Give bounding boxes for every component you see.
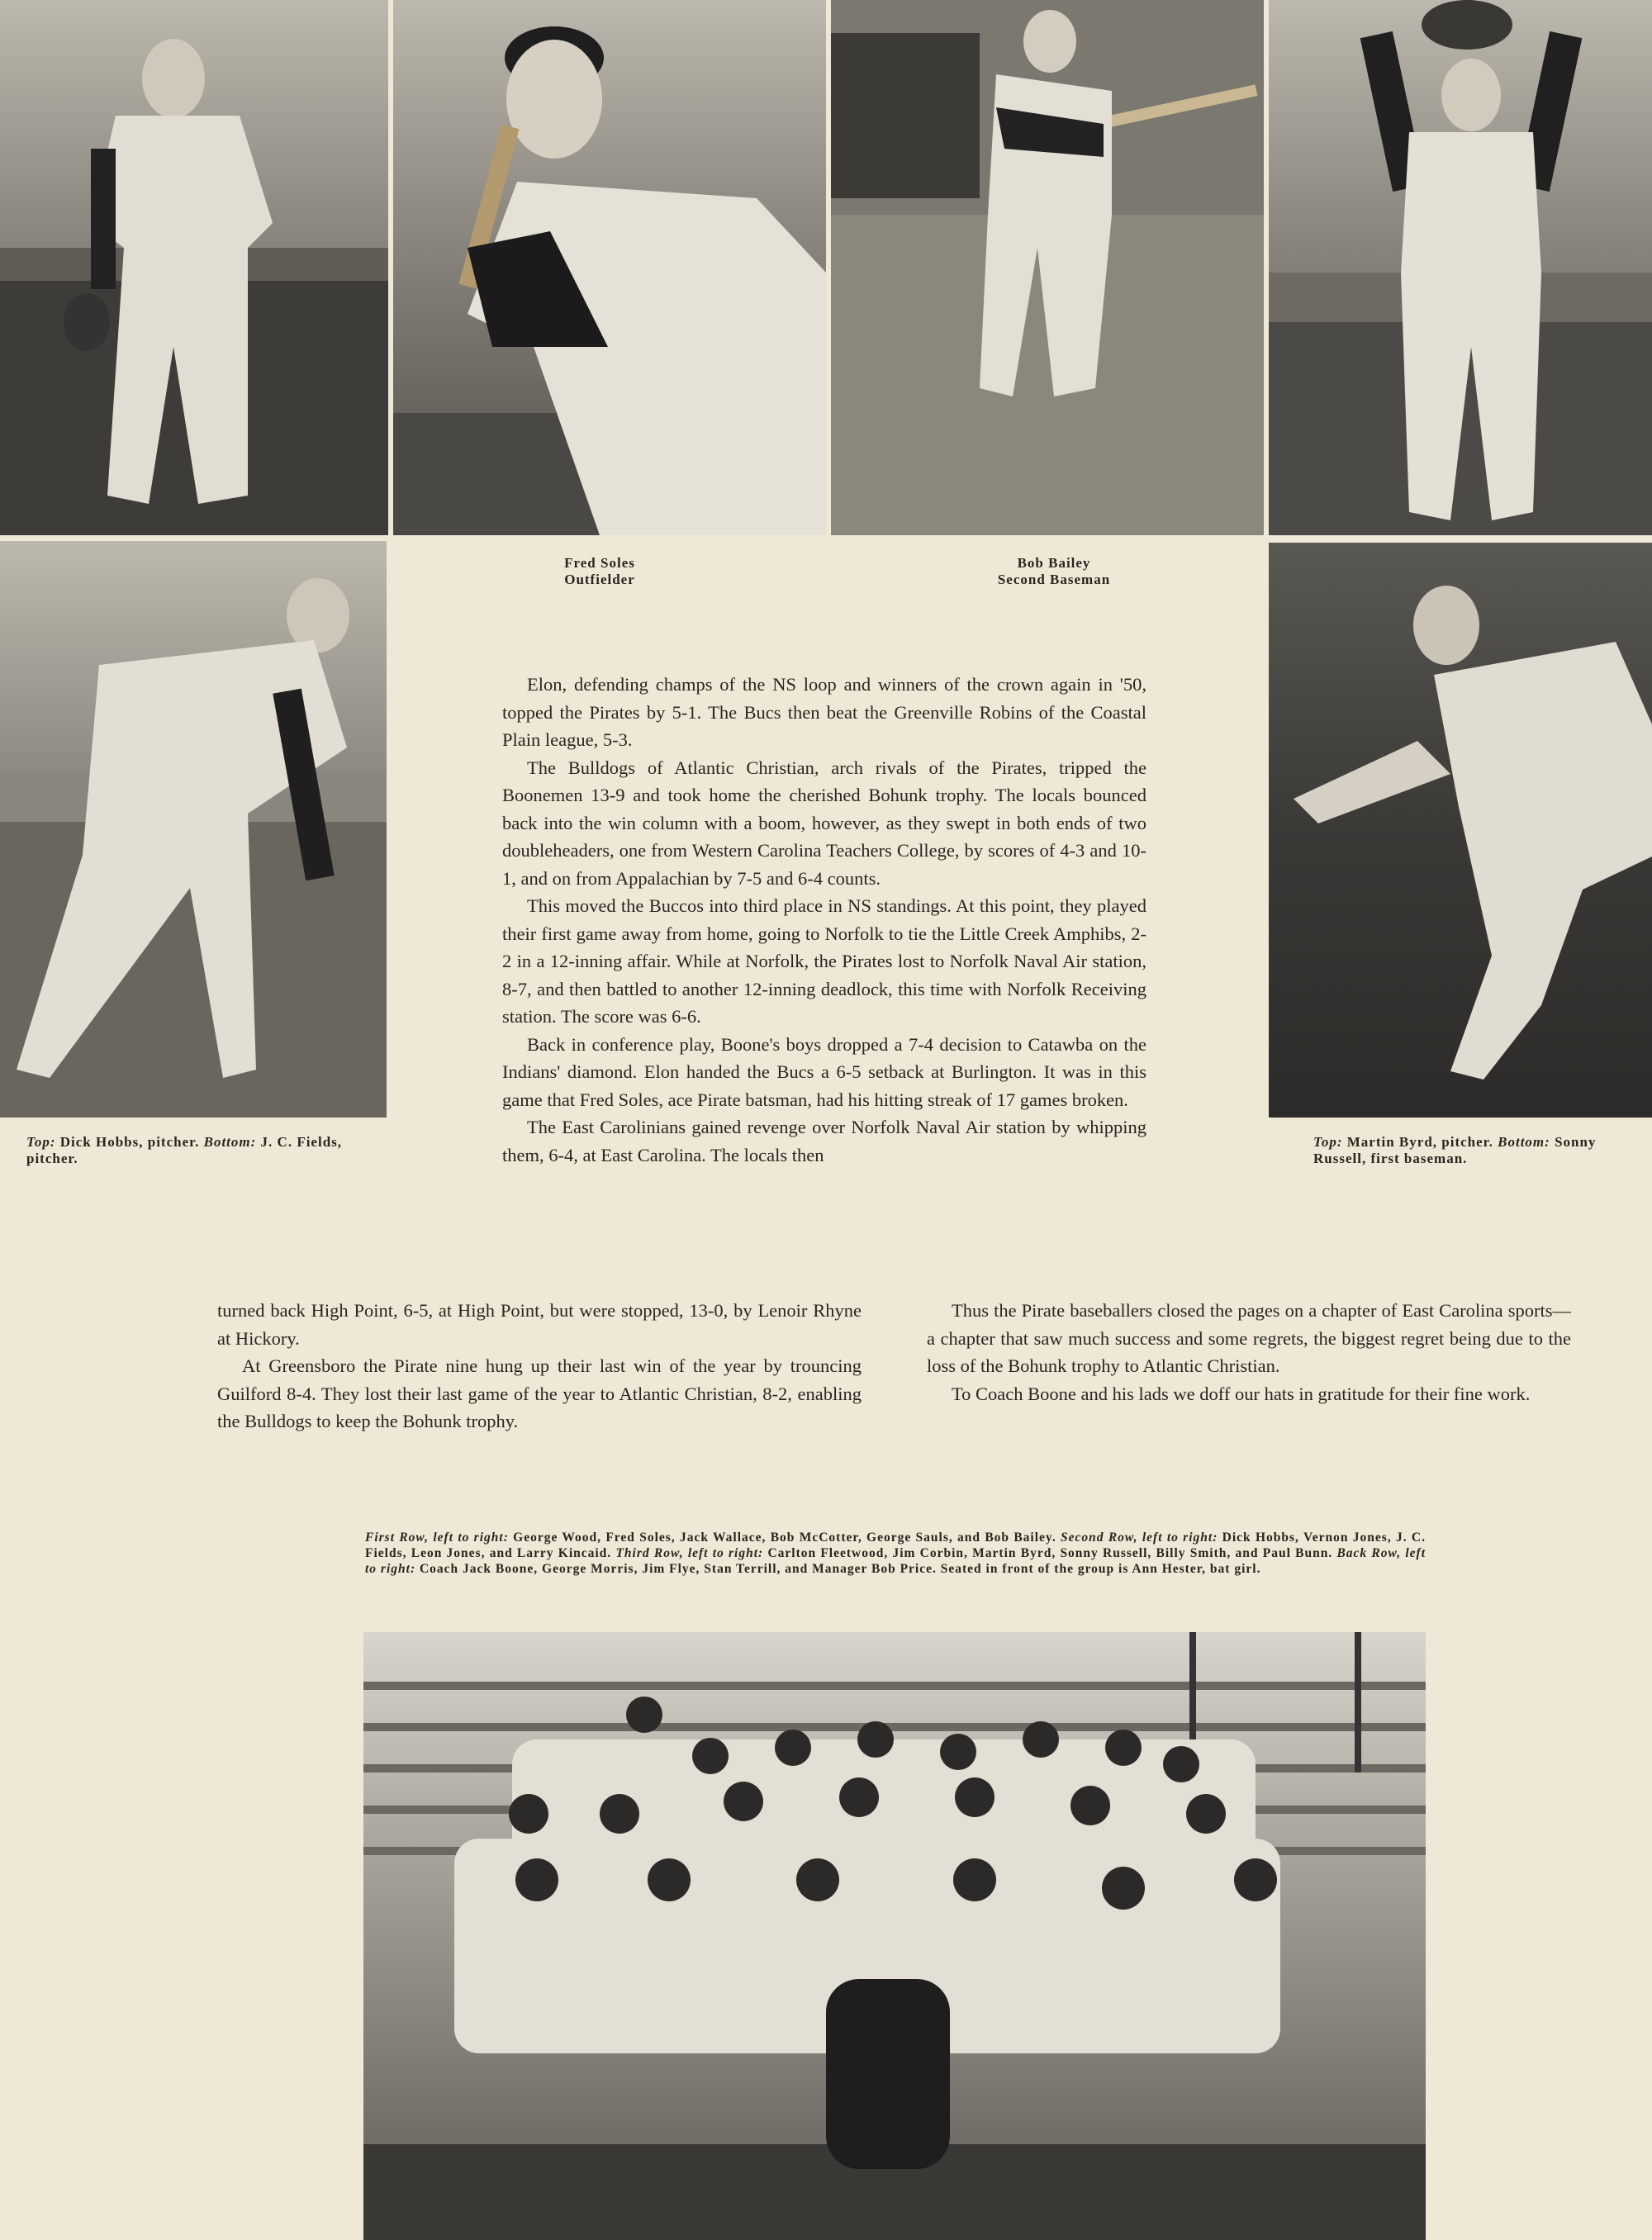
photo-fred-soles	[393, 0, 826, 535]
team-caption-row3-text: Carlton Fleetwood, Jim Corbin, Martin Byrd, Sonny Russell, Billy Smith, and Paul Bunn.	[767, 1546, 1333, 1560]
caption-left-bottom-text: J. C. Fields, pitcher.	[26, 1134, 343, 1166]
team-caption-row1-label: First Row, left to right:	[365, 1531, 509, 1545]
caption-left-photos	[26, 1134, 373, 1167]
caption-right-bottom-text: Sonny Russell, first baseman.	[1313, 1134, 1597, 1166]
article-paragraph: The Bulldogs of Atlantic Christian, arch rivals of the Pirates, tripped the Boonemen 13-9 and took home the cherished Bohunk trophy. The locals bounced back into the win column with a boom, however, as they swept in both ends of two doubleheaders, one from Western Carolina Teachers College, by scores of 4-3 and 10-1, and on from Appalachian by 7-5 and 6-4 counts.	[502, 757, 1146, 889]
article-paragraph: turned back High Point, 6-5, at High Point, but were stopped, 13-0, by Lenoir Rhyne at Hickory.	[217, 1300, 862, 1349]
caption-right-photos	[1313, 1134, 1644, 1167]
photo-pitcher-mid-right	[1269, 543, 1652, 1118]
photo-pitcher-top-right	[1269, 0, 1652, 535]
caption-fred-soles	[517, 555, 682, 588]
caption-fred-soles-position: Outfielder	[564, 572, 635, 587]
caption-left-top-text: Dick Hobbs, pitcher.	[59, 1134, 200, 1150]
team-caption-back-label: Back Row, left to right:	[365, 1546, 1427, 1576]
photo-bob-bailey	[831, 0, 1264, 535]
article-paragraph: Thus the Pirate baseballers closed the pages on a chapter of East Carolina sports—a chapter that saw much success and some regrets, the biggest regret being due to the loss of the Bohunk trophy to Atlantic Christian.	[927, 1300, 1571, 1376]
caption-left-bottom-label: Bottom:	[203, 1134, 257, 1150]
article-paragraph: This moved the Buccos into third place in NS standings. At this point, they played their first game away from home, going to Norfolk to tie the Little Creek Amphibs, 2-2 in a 12-inning affair. While at Norfolk, the Pirates lost to Norfolk Naval Air station, 8-7, and then battled to another 12-inning deadlock, this time with Norfolk Receiving station. The score was 6-6.	[502, 895, 1146, 1027]
article-paragraph: Elon, defending champs of the NS loop and winners of the crown again in '50, topped the Pirates by 5-1. The Bucs then beat the Greenville Robins of the Coastal Plain league, 5-3.	[502, 674, 1146, 750]
team-caption-row2-text: Dick Hobbs, Vernon Jones, J. C. Fields, Leon Jones, and Larry Kincaid.	[365, 1531, 1426, 1560]
article-center-column	[502, 671, 1146, 1169]
team-caption-row2-label: Second Row, left to right:	[1061, 1531, 1218, 1545]
article-paragraph: At Greensboro the Pirate nine hung up their last win of the year by trouncing Guilford 8-4. They lost their last game of the year to Atlantic Christian, 8-2, enabling the Bulldogs to keep the Bohunk trophy.	[217, 1355, 862, 1431]
team-caption-back-text: Coach Jack Boone, George Morris, Jim Flye, Stan Terrill, and Manager Bob Price. Seated in front of the group is Ann Hester, bat girl.	[419, 1562, 1261, 1576]
caption-right-top-label: Top:	[1313, 1134, 1343, 1150]
caption-bob-bailey	[963, 555, 1145, 588]
article-paragraph: To Coach Boone and his lads we doff our hats in gratitude for their fine work.	[952, 1383, 1531, 1404]
caption-right-bottom-label: Bottom:	[1498, 1134, 1550, 1150]
photo-player-top-left	[0, 0, 388, 535]
team-caption-row3-label: Third Row, left to right:	[615, 1546, 764, 1560]
caption-left-top-label: Top:	[26, 1134, 56, 1150]
team-caption-row1-text: George Wood, Fred Soles, Jack Wallace, Bob McCotter, George Sauls, and Bob Bailey.	[513, 1531, 1056, 1545]
article-lower-left-column	[217, 1297, 862, 1436]
article-paragraph: Back in conference play, Boone's boys dropped a 7-4 decision to Catawba on the Indians' diamond. Elon handed the Bucs a 6-5 setback at Burlington. It was in this game that Fred Soles, ace Pirate batsman, had his hitting streak of 17 games broken.	[502, 1033, 1146, 1110]
photo-player-mid-left	[0, 541, 387, 1118]
article-lower-right-column	[927, 1297, 1571, 1407]
caption-fred-soles-name: Fred Soles	[564, 555, 635, 571]
photo-team	[363, 1632, 1426, 2240]
caption-bob-bailey-position: Second Baseman	[997, 572, 1111, 587]
article-paragraph: The East Carolinians gained revenge over Norfolk Naval Air station by whipping them, 6-4, at East Carolina. The locals then	[502, 1117, 1146, 1165]
team-photo-caption	[365, 1530, 1426, 1577]
caption-right-top-text: Martin Byrd, pitcher.	[1346, 1134, 1493, 1150]
caption-bob-bailey-name: Bob Bailey	[1017, 555, 1091, 571]
